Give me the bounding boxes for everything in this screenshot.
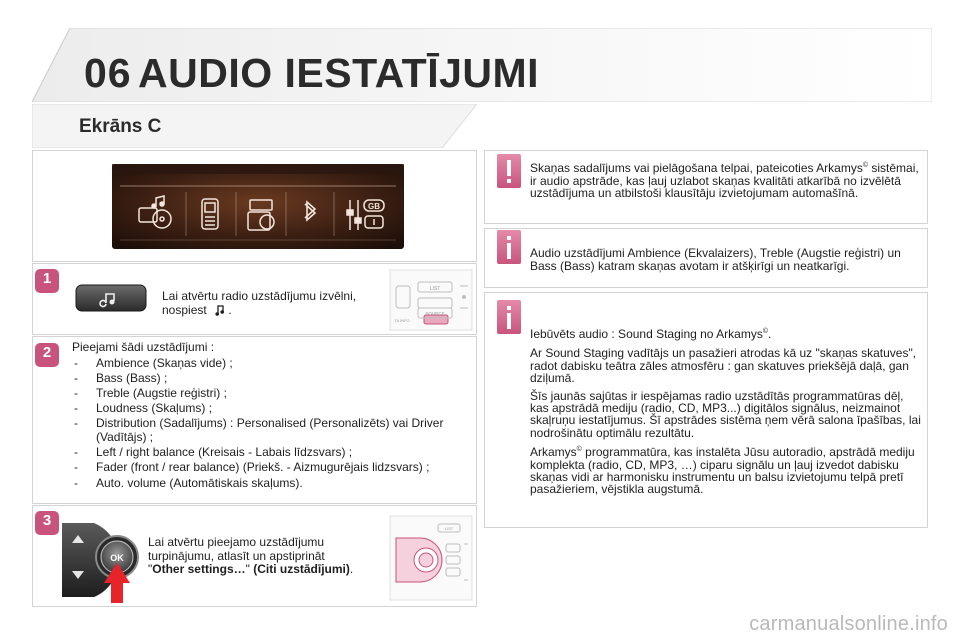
info2-text: Iebūvēts audio : Sound Staging no Arkamys©. Ar Sound Staging vadītājs un pasažieri atrodas kā uz "skaņas skatuves", radot dabisku teātra zāles atmosfēru : gan skatuves priekšējā daļā, gan dziļumā. Šīs jaunās sajūtas ir iespējamas radio uzstādītās programmatūras dēļ, kas apstrādā mediju (radio, CD, MP3...) digitālos signālus, neizmainot skaļruņu iestatījumus. Šī apstrādes sistēma ņem vērā salona īpašības, lai nodrošinātu optimālu rezultātu. Arkamys© programmatūra, kas instalēta Jūsu autoradio, apstrādā mediju komplekta (radio, CD, MP3, …) ciparu signālu un ļauj izvedot dabisku skaņas vidi ar harmonisku instrumentu un balsu izvietojumu telpā pretī pasažieriem, vējstikla augstumā. xyxy=(530,327,921,497)
step3-badge-number: 3 xyxy=(42,512,52,529)
step1-text-line2 xyxy=(162,304,377,318)
step3-line2: turpinājumu, atlasīt un apstiprināt xyxy=(148,548,325,563)
list-item: - Distribution (Sadalījums) : Personalised (Personalizēts) vai Driver (Vadītājs) ; xyxy=(74,416,444,444)
step1-press-label: nospiest xyxy=(162,302,207,317)
warning-icon xyxy=(494,152,524,192)
list-item: - Auto. volume (Automātiskais skaļums). xyxy=(74,475,303,490)
other-settings-label: Other settings… xyxy=(152,562,246,576)
watermark: carmanualsonline.info xyxy=(749,613,948,635)
info-icon xyxy=(494,228,524,268)
list-item: - Treble (Augstie reģistri) ; xyxy=(74,385,227,400)
section-title: Ekrāns C xyxy=(79,116,162,137)
info-icon xyxy=(494,298,524,338)
step1-badge-number: 1 xyxy=(42,270,52,287)
panel-ta-info-label: TA INFO xyxy=(394,318,410,323)
list-item: - Left / right balance (Kreisais - Labais līdzsvars) ; xyxy=(74,445,353,460)
settings-list xyxy=(72,341,467,492)
warning-text: Skaņas sadalījums vai pielāgošana telpai, pateicoties Arkamys© sistēmai, ir audio apstrāde, kas ļauj uzlabot skaņas kvalitāti atkarībā no izvēlētā uzstādījuma un atbilstoši klausītāju izvietojumam automašīnā. xyxy=(530,161,919,201)
step1-text-line1: Lai atvērtu radio uzstādījumu izvēlni, xyxy=(162,289,357,303)
navigation-control-pad[interactable] xyxy=(62,517,152,603)
chapter-title: AUDIO IESTATĪJUMI xyxy=(138,50,540,96)
ok-label: OK xyxy=(110,553,124,563)
list-item: - Ambience (Skaņas vide) ; xyxy=(74,355,233,370)
step1-text-suffix: . xyxy=(225,302,232,317)
step3-line1: Lai atvērtu pieejamo uzstādījumu xyxy=(148,535,325,549)
panel-source-label: SOURCE xyxy=(425,311,445,316)
list-item: - Fader (front / rear balance) (Priekš. - Aizmugurējais lidzsvars) ; xyxy=(74,460,430,475)
step3-line3: "Other settings…" (Citi uzstādījumi). xyxy=(148,562,354,576)
control-panel-thumbnail xyxy=(388,514,474,602)
radio-panel-thumbnail xyxy=(388,268,474,332)
step2-badge-number: 2 xyxy=(42,344,52,361)
thumb-list-label: LIST xyxy=(444,526,454,531)
chapter-number: 06 xyxy=(84,50,132,96)
display-screen xyxy=(112,164,404,249)
list-item: - Bass (Bass) ; xyxy=(74,370,168,385)
svg-text:GB: GB xyxy=(368,202,380,211)
other-settings-translation: (Citi uzstādījumi) xyxy=(253,562,350,576)
music-note-icon xyxy=(215,304,225,316)
settings-list-intro: Pieejami šādi uzstādījumi : xyxy=(72,340,215,354)
music-button[interactable] xyxy=(72,282,150,314)
list-item: - Loudness (Skaļums) ; xyxy=(74,401,213,416)
panel-list-label: LIST xyxy=(429,286,441,292)
info1-text: Audio uzstādījumi Ambience (Ekvalaizers), Treble (Augstie reģistri) un Bass (Bass) katram skaņas avotam ir atšķirīgi un neatkarīgi. xyxy=(530,246,901,273)
